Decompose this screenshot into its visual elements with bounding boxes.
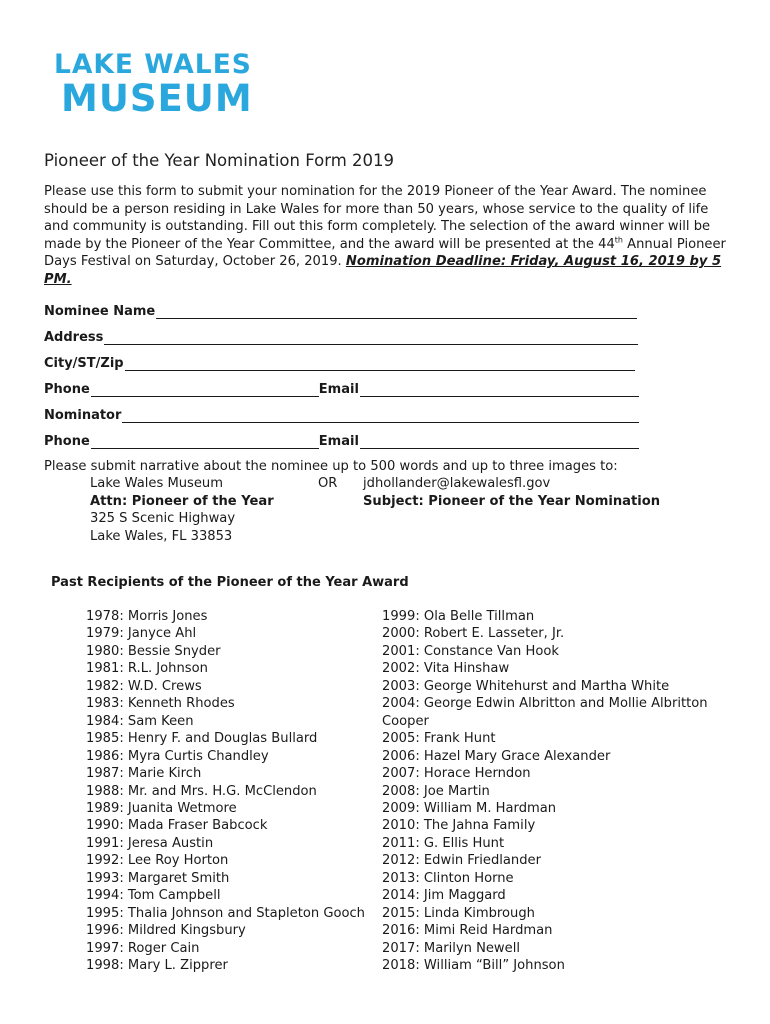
nominator-field[interactable] — [44, 405, 639, 423]
recipient-item: 2000: Robert E. Lasseter, Jr. — [382, 626, 565, 642]
recipient-item: 1997: Roger Cain — [86, 940, 200, 956]
recipient-item: 1996: Mildred Kingsbury — [86, 923, 246, 939]
recipient-item: Cooper — [382, 713, 429, 729]
email-submission — [363, 475, 660, 510]
recipient-item: 1995: Thalia Johnson and Stapleton Gooch — [86, 905, 365, 921]
submit-instructions: Please submit narrative about the nominee up to 500 words and up to three images to: — [44, 459, 618, 474]
recipient-item: 2006: Hazel Mary Grace Alexander — [382, 748, 611, 764]
email-subject: Subject: Pioneer of the Year Nomination — [363, 493, 661, 509]
recipient-item: 1991: Jeresa Austin — [86, 835, 214, 851]
recipient-item: 2012: Edwin Friedlander — [382, 853, 541, 869]
recipient-item: 1998: Mary L. Zipprer — [86, 958, 228, 974]
city-line[interactable] — [125, 356, 635, 371]
address-line[interactable] — [104, 330, 638, 345]
recipients-column-left — [86, 608, 365, 975]
page-title: Pioneer of the Year Nomination Form 2019 — [44, 151, 395, 170]
mail-city: Lake Wales, FL 33853 — [90, 528, 233, 544]
nominee-name-field[interactable] — [44, 301, 637, 319]
recipient-item: 2017: Marilyn Newell — [382, 940, 520, 956]
nominee-name-label: Nominee Name — [44, 304, 156, 319]
recipient-item: 2003: George Whitehurst and Martha White — [382, 678, 670, 694]
nominator-line[interactable] — [122, 408, 639, 423]
address-label: Address — [44, 330, 104, 345]
recipient-item: 2008: Joe Martin — [382, 783, 490, 799]
or-label: OR — [318, 476, 338, 491]
recipient-item: 1992: Lee Roy Horton — [86, 853, 229, 869]
phone-email-row-2 — [44, 431, 639, 449]
recipient-item: 1978: Morris Jones — [86, 609, 208, 624]
nominee-name-line[interactable] — [156, 304, 637, 319]
mail-street: 325 S Scenic Highway — [90, 511, 236, 527]
recipient-item: 1988: Mr. and Mrs. H.G. McClendon — [86, 783, 317, 799]
logo-line-2: MUSEUM — [61, 77, 253, 120]
intro-paragraph — [44, 183, 734, 289]
intro-text-1: Please use this form to submit your nomination for the 2019 Pioneer of the Year Award. The nominee should be a person residing in Lake Wales for more than 50 years, whose service to the quality of life and community is outstanding. Fill out this form completely. The selection of the award winner will be made by the Pioneer of the Year Committee, and the award will be presented at the 44 — [44, 184, 711, 252]
recipient-item: 2018: William “Bill” Johnson — [382, 958, 565, 974]
email-line-1[interactable] — [360, 382, 639, 397]
submission-email[interactable]: jdhollander@lakewalesfl.gov — [363, 476, 551, 491]
recipient-item: 1986: Myra Curtis Chandley — [86, 748, 269, 764]
recipient-item: 2001: Constance Van Hook — [382, 643, 559, 659]
mail-recipient: Lake Wales Museum — [90, 476, 223, 491]
recipient-item: 1983: Kenneth Rhodes — [86, 696, 235, 712]
phone-email-row-1 — [44, 379, 639, 397]
mail-attn: Attn: Pioneer of the Year — [90, 493, 274, 509]
phone-label-1: Phone — [44, 382, 90, 397]
museum-logo — [54, 50, 253, 118]
email-label-2: Email — [318, 434, 359, 449]
phone-line-2[interactable] — [91, 434, 319, 449]
recipient-item: 1999: Ola Belle Tillman — [382, 609, 535, 624]
recipient-item: 1993: Margaret Smith — [86, 870, 230, 886]
recipient-item: 1982: W.D. Crews — [86, 678, 202, 694]
past-recipients-title: Past Recipients of the Pioneer of the Year Award — [51, 575, 409, 590]
recipient-item: 1987: Marie Kirch — [86, 766, 202, 782]
recipient-item: 2011: G. Ellis Hunt — [382, 835, 505, 851]
email-label-1: Email — [318, 382, 359, 397]
address-field[interactable] — [44, 327, 638, 345]
recipient-item: 1979: Janyce Ahl — [86, 626, 197, 642]
nomination-deadline: Nomination Deadline: Friday, August 16, 2019 by 5 PM. — [44, 254, 722, 287]
recipient-item: 2015: Linda Kimbrough — [382, 905, 535, 921]
recipient-item: 2010: The Jahna Family — [382, 818, 536, 834]
intro-text-2: Annual Pioneer Days Festival on Saturday, October 26, 2019. — [44, 236, 726, 270]
recipient-item: 1985: Henry F. and Douglas Bullard — [86, 731, 318, 747]
recipient-item: 1984: Sam Keen — [86, 713, 194, 729]
email-line-2[interactable] — [360, 434, 639, 449]
city-label: City/ST/Zip — [44, 356, 124, 371]
intro-superscript: th — [614, 235, 624, 245]
mailing-address — [90, 475, 274, 545]
recipient-item: 1980: Bessie Snyder — [86, 643, 221, 659]
recipient-item: 1981: R.L. Johnson — [86, 661, 208, 677]
recipient-item: 2007: Horace Herndon — [382, 766, 531, 782]
recipient-item: 2016: Mimi Reid Hardman — [382, 923, 553, 939]
logo-line-1: LAKE WALES — [54, 49, 252, 80]
recipient-item: 1989: Juanita Wetmore — [86, 800, 237, 816]
recipient-item: 1994: Tom Campbell — [86, 888, 221, 904]
recipient-item: 2014: Jim Maggard — [382, 888, 506, 904]
recipient-item: 2004: George Edwin Albritton and Mollie Albritton — [382, 696, 708, 712]
recipient-item: 2002: Vita Hinshaw — [382, 661, 510, 677]
city-field[interactable] — [44, 353, 635, 371]
phone-label-2: Phone — [44, 434, 90, 449]
nominator-label: Nominator — [44, 408, 122, 423]
phone-line-1[interactable] — [91, 382, 319, 397]
recipient-item: 1990: Mada Fraser Babcock — [86, 818, 268, 834]
recipient-item: 2009: William M. Hardman — [382, 800, 557, 816]
recipient-item: 2013: Clinton Horne — [382, 870, 514, 886]
recipients-column-right — [382, 608, 708, 975]
recipient-item: 2005: Frank Hunt — [382, 731, 496, 747]
